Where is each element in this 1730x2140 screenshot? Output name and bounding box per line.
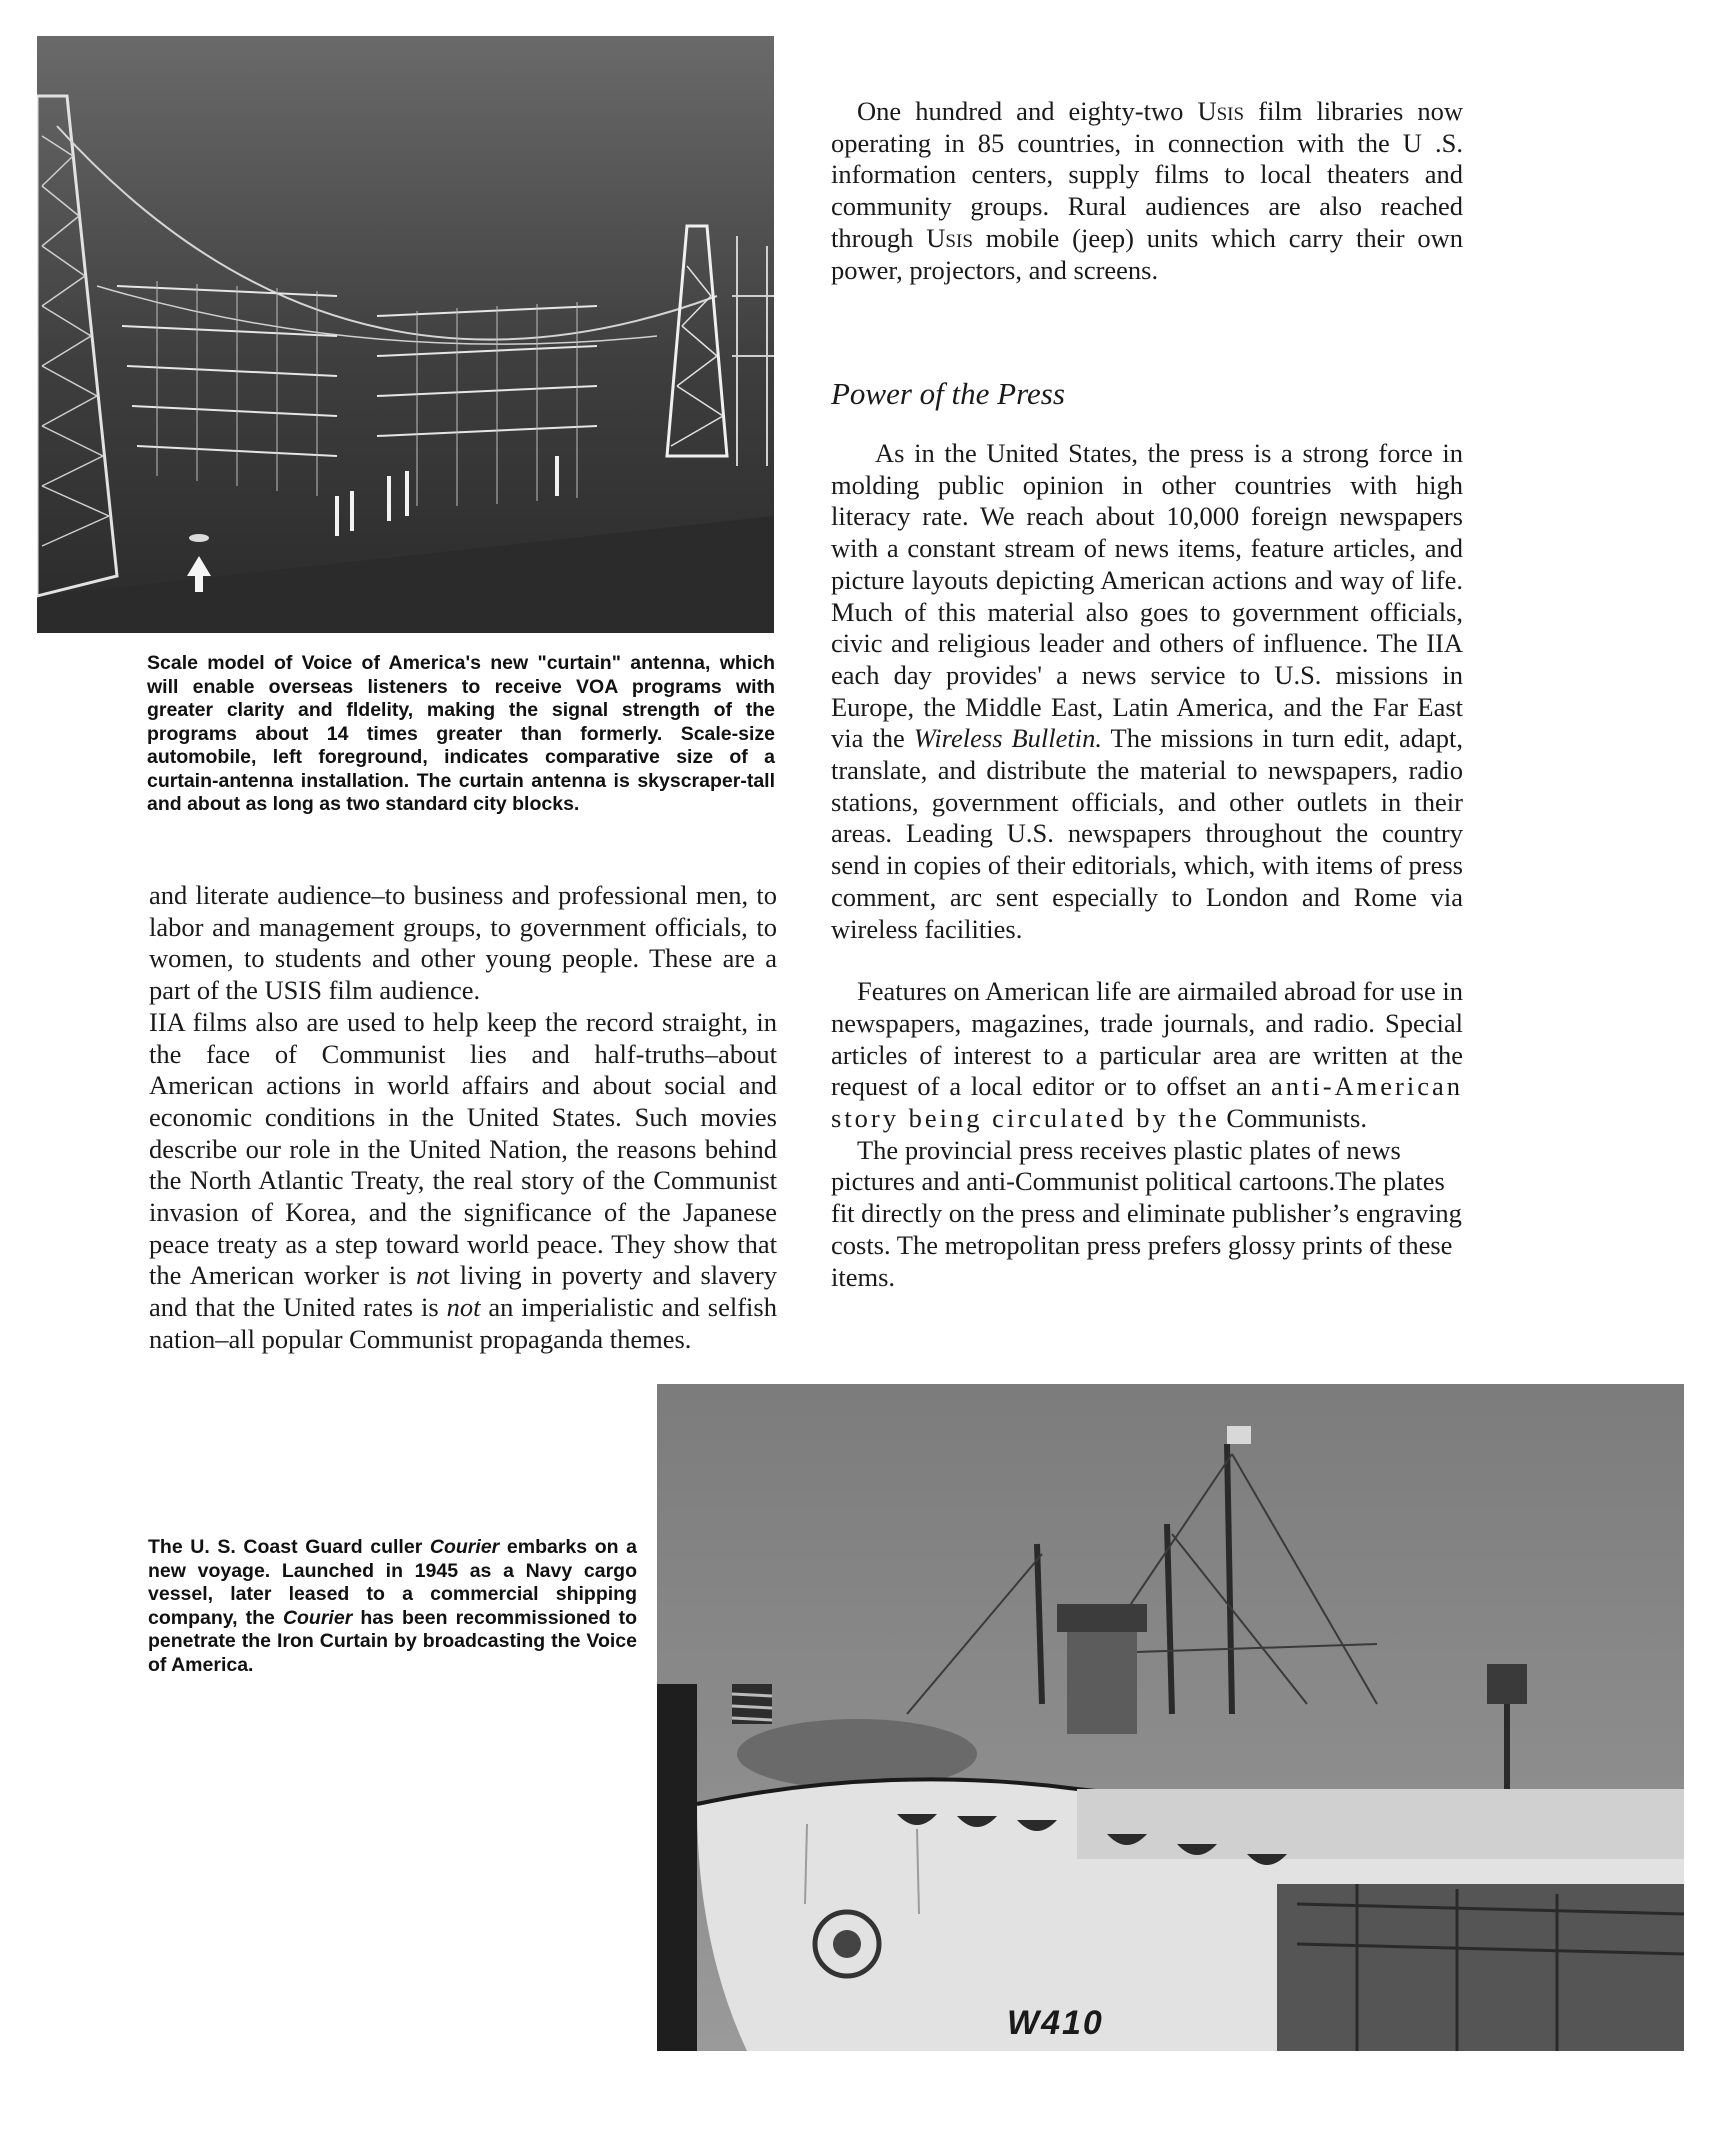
usis-abbrev-1: Usis — [1197, 96, 1245, 126]
left-p2-text-c: an imperialistic and selfish nation–all popular Communist propaganda themes. — [149, 1292, 777, 1354]
film-text-2: film libraries now operating in 85 countries, in connection with the U .S. information centers, supply films to local theaters and community groups. Rural audiences are also reached through — [831, 96, 1464, 253]
press-p1-text-b: The missions in turn edit, adapt, translate, and distribute the material to newspapers, radio stations, government officials, and other outlets in their areas. Leading U.S. newspapers throughout the country send in copies of their editorials, which, with items of press comment, arc sent especially to London and Rome via wireless facilities. — [831, 723, 1464, 944]
left-p2-text-b: t living in poverty and slavery and that the United rates is — [149, 1260, 777, 1323]
section-heading: Power of the Press — [831, 376, 1065, 411]
press-paragraph-3: The provincial press receives plastic plates of news pictures and anti-Communist political cartoons.The plates fit directly on the press and eliminate publisher’s engraving costs. The metropolitan press prefers glossy prints of these items. — [831, 1134, 1462, 1292]
left-paragraph-2 — [149, 1007, 777, 1356]
film-audience-column — [149, 880, 777, 1384]
ship-caption-text-b: embarks on a new voyage. Launched in 1945 as a Navy cargo vessel, later leased to a commercial shipping company, the — [148, 1536, 637, 1629]
ship-caption-text-c: has been recommissioned to penetrate the Iron Curtain by broadcasting the Voice of America. — [148, 1606, 637, 1676]
film-text-1: One hundred and eighty-two — [857, 96, 1198, 126]
ship-caption-text-a: The U. S. Coast Guard culler — [148, 1536, 430, 1558]
press-p2-text-a: Features on American life are airmailed abroad for use in newspapers, magazines, trade journals, and radio. Special articles of interest to a particular area are written at the request of a local editor or to offset an — [831, 976, 1463, 1102]
coast-guard-ship-photo — [657, 1384, 1684, 2051]
emphasis-not-2: not — [446, 1292, 481, 1323]
antenna-photo-caption: Scale model of Voice of America's new "curtain" antenna, which will enable overseas listeners to receive VOA programs with greater clarity and fldelity, making the signal strength of the programs about 14 times greater than formerly. Scale-size automobile, left foreground, indicates comparative size of a curtain-antenna installation. The curtain antenna is skyscraper-tall and about as long as two standard city blocks. — [147, 652, 775, 815]
ship-photo-caption — [148, 1536, 637, 1677]
ship-name-1: Courier — [429, 1536, 500, 1558]
wireless-bulletin-title: Wireless Bulletin. — [913, 723, 1103, 754]
film-libraries-paragraph — [831, 96, 1463, 286]
left-p2-text-a: IIA films also are used to help keep the record straight, in the face of Communist lies and half-truths–about American actions in world affairs and about social and economic conditions in the United States. Such movies describe our role in the United Nation, the reasons behind the North Atlantic Treaty, the real story of the Communist invasion of Korea, and the significance of the Japanese peace treaty as a step toward world peace. They show that the American worker is — [149, 1006, 777, 1291]
press-p1-text-a: As in the United States, the press is a strong force in molding public opinion in other countries with high literacy rate. We reach about 10,000 foreign newspapers with a constant stream of news items, feature articles, and picture layouts depicting American actions and way of life. Much of this material also goes to government officials, civic and religious leader and others of influence. The IIA each day provides' a news service to U.S. missions in Europe, the Middle East, Latin America, and the Far East via the — [831, 438, 1463, 754]
film-text-3: mobile (jeep) units which carry their own power, projectors, and screens. — [831, 222, 1464, 285]
press-p2-spaced-text: anti-American story being circulated by the — [831, 1071, 1463, 1134]
press-section-body — [831, 438, 1463, 1293]
press-paragraph-1 — [831, 438, 1463, 945]
ship-name-2: Courier — [282, 1606, 353, 1629]
usis-abbrev-2: Usis — [926, 222, 973, 253]
antenna-model-photo — [37, 36, 774, 633]
press-p2-text-b: Communists. — [1219, 1103, 1367, 1134]
emphasis-not-1: no — [416, 1260, 443, 1291]
ship-hull-number: W410 — [1007, 2004, 1104, 2042]
press-paragraph-2 — [831, 976, 1463, 1135]
left-paragraph-1: and literate audience–to business and professional men, to labor and management groups, to government officials, to women, to students and other young people. These are a part of the USIS film audience. — [149, 880, 777, 1006]
